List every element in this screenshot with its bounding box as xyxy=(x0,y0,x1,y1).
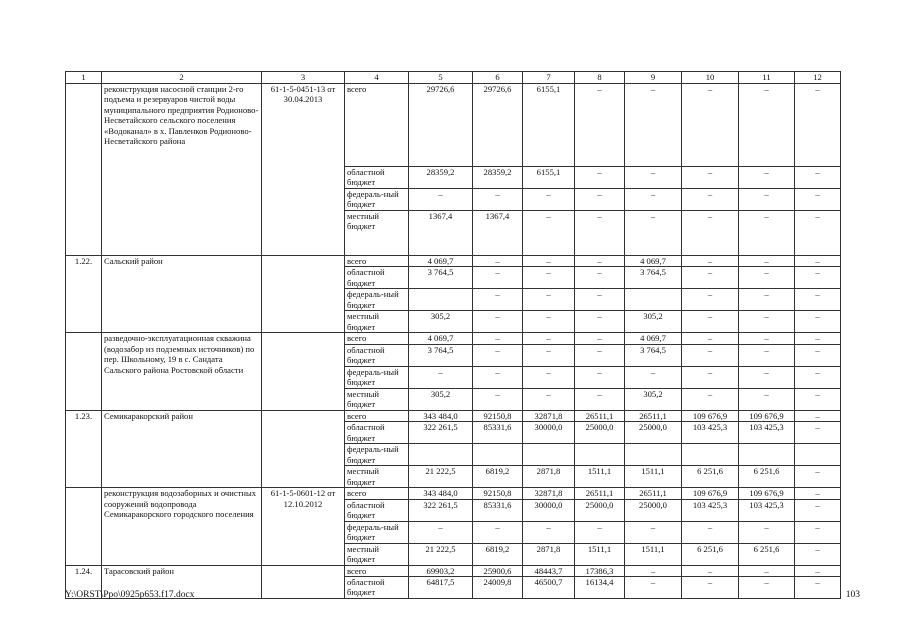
value-col-10: – xyxy=(682,211,739,256)
value-col-7: – xyxy=(523,344,575,366)
budget-source: федераль-ный бюджет xyxy=(345,366,409,388)
item-name: Семикаракорский район xyxy=(102,410,262,487)
budget-source: всего xyxy=(345,333,409,344)
budget-source: всего xyxy=(345,488,409,499)
value-col-5: – xyxy=(409,366,473,388)
item-name: разведочно-эксплуатационная скважина (водозабор из подземных источников) по пер. Школьному, 19 в с. Сандата Сальского района Ростовской области xyxy=(102,333,262,410)
budget-source: областной бюджет xyxy=(345,167,409,189)
item-number xyxy=(66,84,102,256)
value-col-11: 109 676,9 xyxy=(739,410,795,421)
value-col-5: 21 222,5 xyxy=(409,466,473,488)
value-col-10: – xyxy=(682,311,739,333)
value-col-5 xyxy=(409,289,473,311)
col-4-header: 4 xyxy=(345,72,409,84)
value-col-8: 1511,1 xyxy=(575,543,625,565)
value-col-7: 2871,8 xyxy=(523,466,575,488)
value-col-11: – xyxy=(739,521,795,543)
value-col-12: – xyxy=(795,499,841,521)
value-col-12: – xyxy=(795,289,841,311)
value-col-9: – xyxy=(625,366,682,388)
value-col-12: – xyxy=(795,366,841,388)
value-col-8: 17386,3 xyxy=(575,565,625,576)
value-col-10 xyxy=(682,444,739,466)
budget-source: областной бюджет xyxy=(345,344,409,366)
value-col-10: 6 251,6 xyxy=(682,543,739,565)
value-col-9: 4 069,7 xyxy=(625,333,682,344)
document-path: Y:\ORST\Ppo\0925p653.f17.docx xyxy=(65,590,195,600)
value-col-8: – xyxy=(575,256,625,267)
value-col-10: – xyxy=(682,289,739,311)
value-col-7: – xyxy=(523,311,575,333)
value-col-7: – xyxy=(523,256,575,267)
value-col-6 xyxy=(473,444,523,466)
value-col-6: 28359,2 xyxy=(473,167,523,189)
value-col-9: – xyxy=(625,167,682,189)
value-col-8: 26511,1 xyxy=(575,488,625,499)
col-7-header: 7 xyxy=(523,72,575,84)
budget-source: областной бюджет xyxy=(345,499,409,521)
value-col-10: 103 425,3 xyxy=(682,422,739,444)
col-6-header: 6 xyxy=(473,72,523,84)
budget-source: местный бюджет xyxy=(345,388,409,410)
value-col-7: – xyxy=(523,289,575,311)
value-col-5: 343 484,0 xyxy=(409,410,473,421)
value-col-7: – xyxy=(523,388,575,410)
value-col-10: – xyxy=(682,521,739,543)
value-col-12: – xyxy=(795,410,841,421)
value-col-5: 69903,2 xyxy=(409,565,473,576)
registration: 61-1-5-0451-13 от 30.04.2013 xyxy=(262,84,345,256)
value-col-11: – xyxy=(739,333,795,344)
value-col-11: – xyxy=(739,211,795,256)
value-col-9: – xyxy=(625,577,682,599)
value-col-11: 103 425,3 xyxy=(739,422,795,444)
value-col-5: 21 222,5 xyxy=(409,543,473,565)
value-col-11: 103 425,3 xyxy=(739,499,795,521)
col-3-header: 3 xyxy=(262,72,345,84)
value-col-10: 109 676,9 xyxy=(682,410,739,421)
value-col-8: – xyxy=(575,211,625,256)
registration xyxy=(262,333,345,410)
col-8-header: 8 xyxy=(575,72,625,84)
value-col-9: 4 069,7 xyxy=(625,256,682,267)
value-col-6: – xyxy=(473,311,523,333)
value-col-6: – xyxy=(473,366,523,388)
value-col-8: – xyxy=(575,388,625,410)
value-col-5: 305,2 xyxy=(409,311,473,333)
value-col-5: 4 069,7 xyxy=(409,333,473,344)
value-col-6: 24009,8 xyxy=(473,577,523,599)
value-col-9: 305,2 xyxy=(625,311,682,333)
value-col-11: – xyxy=(739,84,795,167)
item-name: реконструкция насосной станции 2-го подъема и резервуаров чистой воды муниципального предприятия Родионово-Несветайского сельского поселения «Водоканал» в х. Павленков Родионово-Несветайского района xyxy=(102,84,262,256)
value-col-8: 25000,0 xyxy=(575,499,625,521)
value-col-7: 32871,8 xyxy=(523,410,575,421)
budget-source: всего xyxy=(345,410,409,421)
value-col-8: 26511,1 xyxy=(575,410,625,421)
item-name: Тарасовский район xyxy=(102,565,262,598)
value-col-5 xyxy=(409,444,473,466)
value-col-5: 1367,4 xyxy=(409,211,473,256)
value-col-9: 26511,1 xyxy=(625,488,682,499)
registration xyxy=(262,410,345,487)
value-col-6: – xyxy=(473,189,523,211)
value-col-8: 1511,1 xyxy=(575,466,625,488)
value-col-7: 2871,8 xyxy=(523,543,575,565)
value-col-10: – xyxy=(682,189,739,211)
value-col-10: – xyxy=(682,84,739,167)
budget-source: местный бюджет xyxy=(345,543,409,565)
value-col-10: – xyxy=(682,577,739,599)
item-number: 1.24. xyxy=(66,565,102,598)
value-col-7: 30000,0 xyxy=(523,422,575,444)
value-col-10: – xyxy=(682,256,739,267)
value-col-8: – xyxy=(575,189,625,211)
col-11-header: 11 xyxy=(739,72,795,84)
col-5-header: 5 xyxy=(409,72,473,84)
value-col-9: 3 764,5 xyxy=(625,344,682,366)
value-col-6: 92150,8 xyxy=(473,488,523,499)
value-col-5: 3 764,5 xyxy=(409,267,473,289)
table-body xyxy=(66,72,841,599)
value-col-9: 305,2 xyxy=(625,388,682,410)
value-col-7: – xyxy=(523,211,575,256)
value-col-11: – xyxy=(739,289,795,311)
value-col-12: – xyxy=(795,488,841,499)
value-col-12: – xyxy=(795,565,841,576)
page-number: 103 xyxy=(845,590,860,600)
value-col-5: 305,2 xyxy=(409,388,473,410)
value-col-11: – xyxy=(739,267,795,289)
value-col-12: – xyxy=(795,422,841,444)
value-col-5: – xyxy=(409,189,473,211)
value-col-11: – xyxy=(739,311,795,333)
budget-source: областной бюджет xyxy=(345,577,409,599)
budget-source: местный бюджет xyxy=(345,211,409,256)
value-col-10: – xyxy=(682,344,739,366)
value-col-9: 3 764,5 xyxy=(625,267,682,289)
registration xyxy=(262,256,345,333)
value-col-7: 32871,8 xyxy=(523,488,575,499)
value-col-12: – xyxy=(795,211,841,256)
value-col-7: – xyxy=(523,366,575,388)
budget-source: федераль-ный бюджет xyxy=(345,444,409,466)
value-col-8: – xyxy=(575,366,625,388)
value-col-7: 48443,7 xyxy=(523,565,575,576)
table-row xyxy=(66,565,841,576)
value-col-9: – xyxy=(625,521,682,543)
table-row xyxy=(66,256,841,267)
value-col-12: – xyxy=(795,189,841,211)
value-col-12: – xyxy=(795,466,841,488)
value-col-7 xyxy=(523,444,575,466)
value-col-6: 6819,2 xyxy=(473,543,523,565)
value-col-6: 85331,6 xyxy=(473,499,523,521)
value-col-11: – xyxy=(739,366,795,388)
value-col-10: 6 251,6 xyxy=(682,466,739,488)
value-col-8: – xyxy=(575,333,625,344)
value-col-6: 25900,6 xyxy=(473,565,523,576)
value-col-12: – xyxy=(795,311,841,333)
value-col-7: 30000,0 xyxy=(523,499,575,521)
value-col-8: – xyxy=(575,344,625,366)
value-col-6: – xyxy=(473,388,523,410)
value-col-5: 322 261,5 xyxy=(409,499,473,521)
value-col-5: 64817,5 xyxy=(409,577,473,599)
value-col-6: 1367,4 xyxy=(473,211,523,256)
col-2-header: 2 xyxy=(102,72,262,84)
value-col-5: 4 069,7 xyxy=(409,256,473,267)
budget-source: федераль-ный бюджет xyxy=(345,189,409,211)
value-col-5: 3 764,5 xyxy=(409,344,473,366)
value-col-6: – xyxy=(473,521,523,543)
value-col-5: 343 484,0 xyxy=(409,488,473,499)
value-col-12: – xyxy=(795,543,841,565)
table-row xyxy=(66,410,841,421)
value-col-9: 1511,1 xyxy=(625,543,682,565)
item-number xyxy=(66,333,102,410)
value-col-6: 6819,2 xyxy=(473,466,523,488)
value-col-8: 16134,4 xyxy=(575,577,625,599)
value-col-8 xyxy=(575,444,625,466)
value-col-11: – xyxy=(739,565,795,576)
value-col-9 xyxy=(625,444,682,466)
value-col-10: – xyxy=(682,388,739,410)
value-col-7: 6155,1 xyxy=(523,84,575,167)
value-col-10: – xyxy=(682,267,739,289)
budget-source: местный бюджет xyxy=(345,311,409,333)
value-col-7: – xyxy=(523,333,575,344)
value-col-11: – xyxy=(739,577,795,599)
value-col-9: 25000,0 xyxy=(625,422,682,444)
item-name: Сальский район xyxy=(102,256,262,333)
value-col-5: – xyxy=(409,521,473,543)
value-col-7: 46500,7 xyxy=(523,577,575,599)
budget-source: федераль-ный бюджет xyxy=(345,521,409,543)
value-col-9: 1511,1 xyxy=(625,466,682,488)
value-col-12 xyxy=(795,444,841,466)
value-col-8: – xyxy=(575,521,625,543)
value-col-9: – xyxy=(625,84,682,167)
item-number: 1.22. xyxy=(66,256,102,333)
budget-source: всего xyxy=(345,565,409,576)
value-col-12: – xyxy=(795,84,841,167)
value-col-10: 103 425,3 xyxy=(682,499,739,521)
value-col-11: – xyxy=(739,189,795,211)
col-12-header: 12 xyxy=(795,72,841,84)
value-col-11: 6 251,6 xyxy=(739,466,795,488)
value-col-12: – xyxy=(795,577,841,599)
column-number-row xyxy=(66,72,841,84)
budget-source: местный бюджет xyxy=(345,466,409,488)
value-col-6: 29726,6 xyxy=(473,84,523,167)
value-col-12: – xyxy=(795,344,841,366)
value-col-12: – xyxy=(795,521,841,543)
value-col-11: 6 251,6 xyxy=(739,543,795,565)
item-number: 1.23. xyxy=(66,410,102,487)
value-col-12: – xyxy=(795,267,841,289)
item-name: реконструкция водозаборных и очистных сооружений водопровода Семикаракорского городского поселения xyxy=(102,488,262,565)
value-col-11: – xyxy=(739,256,795,267)
value-col-11: – xyxy=(739,167,795,189)
value-col-12: – xyxy=(795,388,841,410)
col-1-header: 1 xyxy=(66,72,102,84)
value-col-9: 25000,0 xyxy=(625,499,682,521)
value-col-8: – xyxy=(575,167,625,189)
value-col-10: – xyxy=(682,366,739,388)
value-col-11 xyxy=(739,444,795,466)
registration xyxy=(262,565,345,598)
registration: 61-1-5-0601-12 от 12.10.2012 xyxy=(262,488,345,565)
value-col-9 xyxy=(625,289,682,311)
value-col-5: 29726,6 xyxy=(409,84,473,167)
value-col-9: – xyxy=(625,211,682,256)
value-col-9: – xyxy=(625,565,682,576)
table-row xyxy=(66,84,841,167)
item-number xyxy=(66,488,102,565)
value-col-6: – xyxy=(473,344,523,366)
budget-source: всего xyxy=(345,256,409,267)
col-10-header: 10 xyxy=(682,72,739,84)
budget-source: всего xyxy=(345,84,409,167)
budget-source: федераль-ный бюджет xyxy=(345,289,409,311)
budget-source: областной бюджет xyxy=(345,267,409,289)
budget-table xyxy=(65,71,841,599)
value-col-8: 25000,0 xyxy=(575,422,625,444)
value-col-7: 6155,1 xyxy=(523,167,575,189)
value-col-10: – xyxy=(682,167,739,189)
value-col-12: – xyxy=(795,333,841,344)
value-col-7: – xyxy=(523,267,575,289)
value-col-9: 26511,1 xyxy=(625,410,682,421)
value-col-10: – xyxy=(682,333,739,344)
value-col-12: – xyxy=(795,256,841,267)
value-col-11: – xyxy=(739,388,795,410)
value-col-11: 109 676,9 xyxy=(739,488,795,499)
value-col-8: – xyxy=(575,311,625,333)
value-col-6: – xyxy=(473,267,523,289)
value-col-5: 322 261,5 xyxy=(409,422,473,444)
value-col-8: – xyxy=(575,289,625,311)
value-col-11: – xyxy=(739,344,795,366)
value-col-10: 109 676,9 xyxy=(682,488,739,499)
value-col-10: – xyxy=(682,565,739,576)
value-col-8: – xyxy=(575,84,625,167)
value-col-8: – xyxy=(575,267,625,289)
value-col-6: – xyxy=(473,333,523,344)
value-col-7: – xyxy=(523,521,575,543)
value-col-6: – xyxy=(473,289,523,311)
budget-source: областной бюджет xyxy=(345,422,409,444)
table-row xyxy=(66,488,841,499)
value-col-9: – xyxy=(625,189,682,211)
value-col-7: – xyxy=(523,189,575,211)
value-col-6: 85331,6 xyxy=(473,422,523,444)
value-col-6: 92150,8 xyxy=(473,410,523,421)
col-9-header: 9 xyxy=(625,72,682,84)
value-col-5: 28359,2 xyxy=(409,167,473,189)
value-col-12: – xyxy=(795,167,841,189)
table-row xyxy=(66,333,841,344)
value-col-6: – xyxy=(473,256,523,267)
